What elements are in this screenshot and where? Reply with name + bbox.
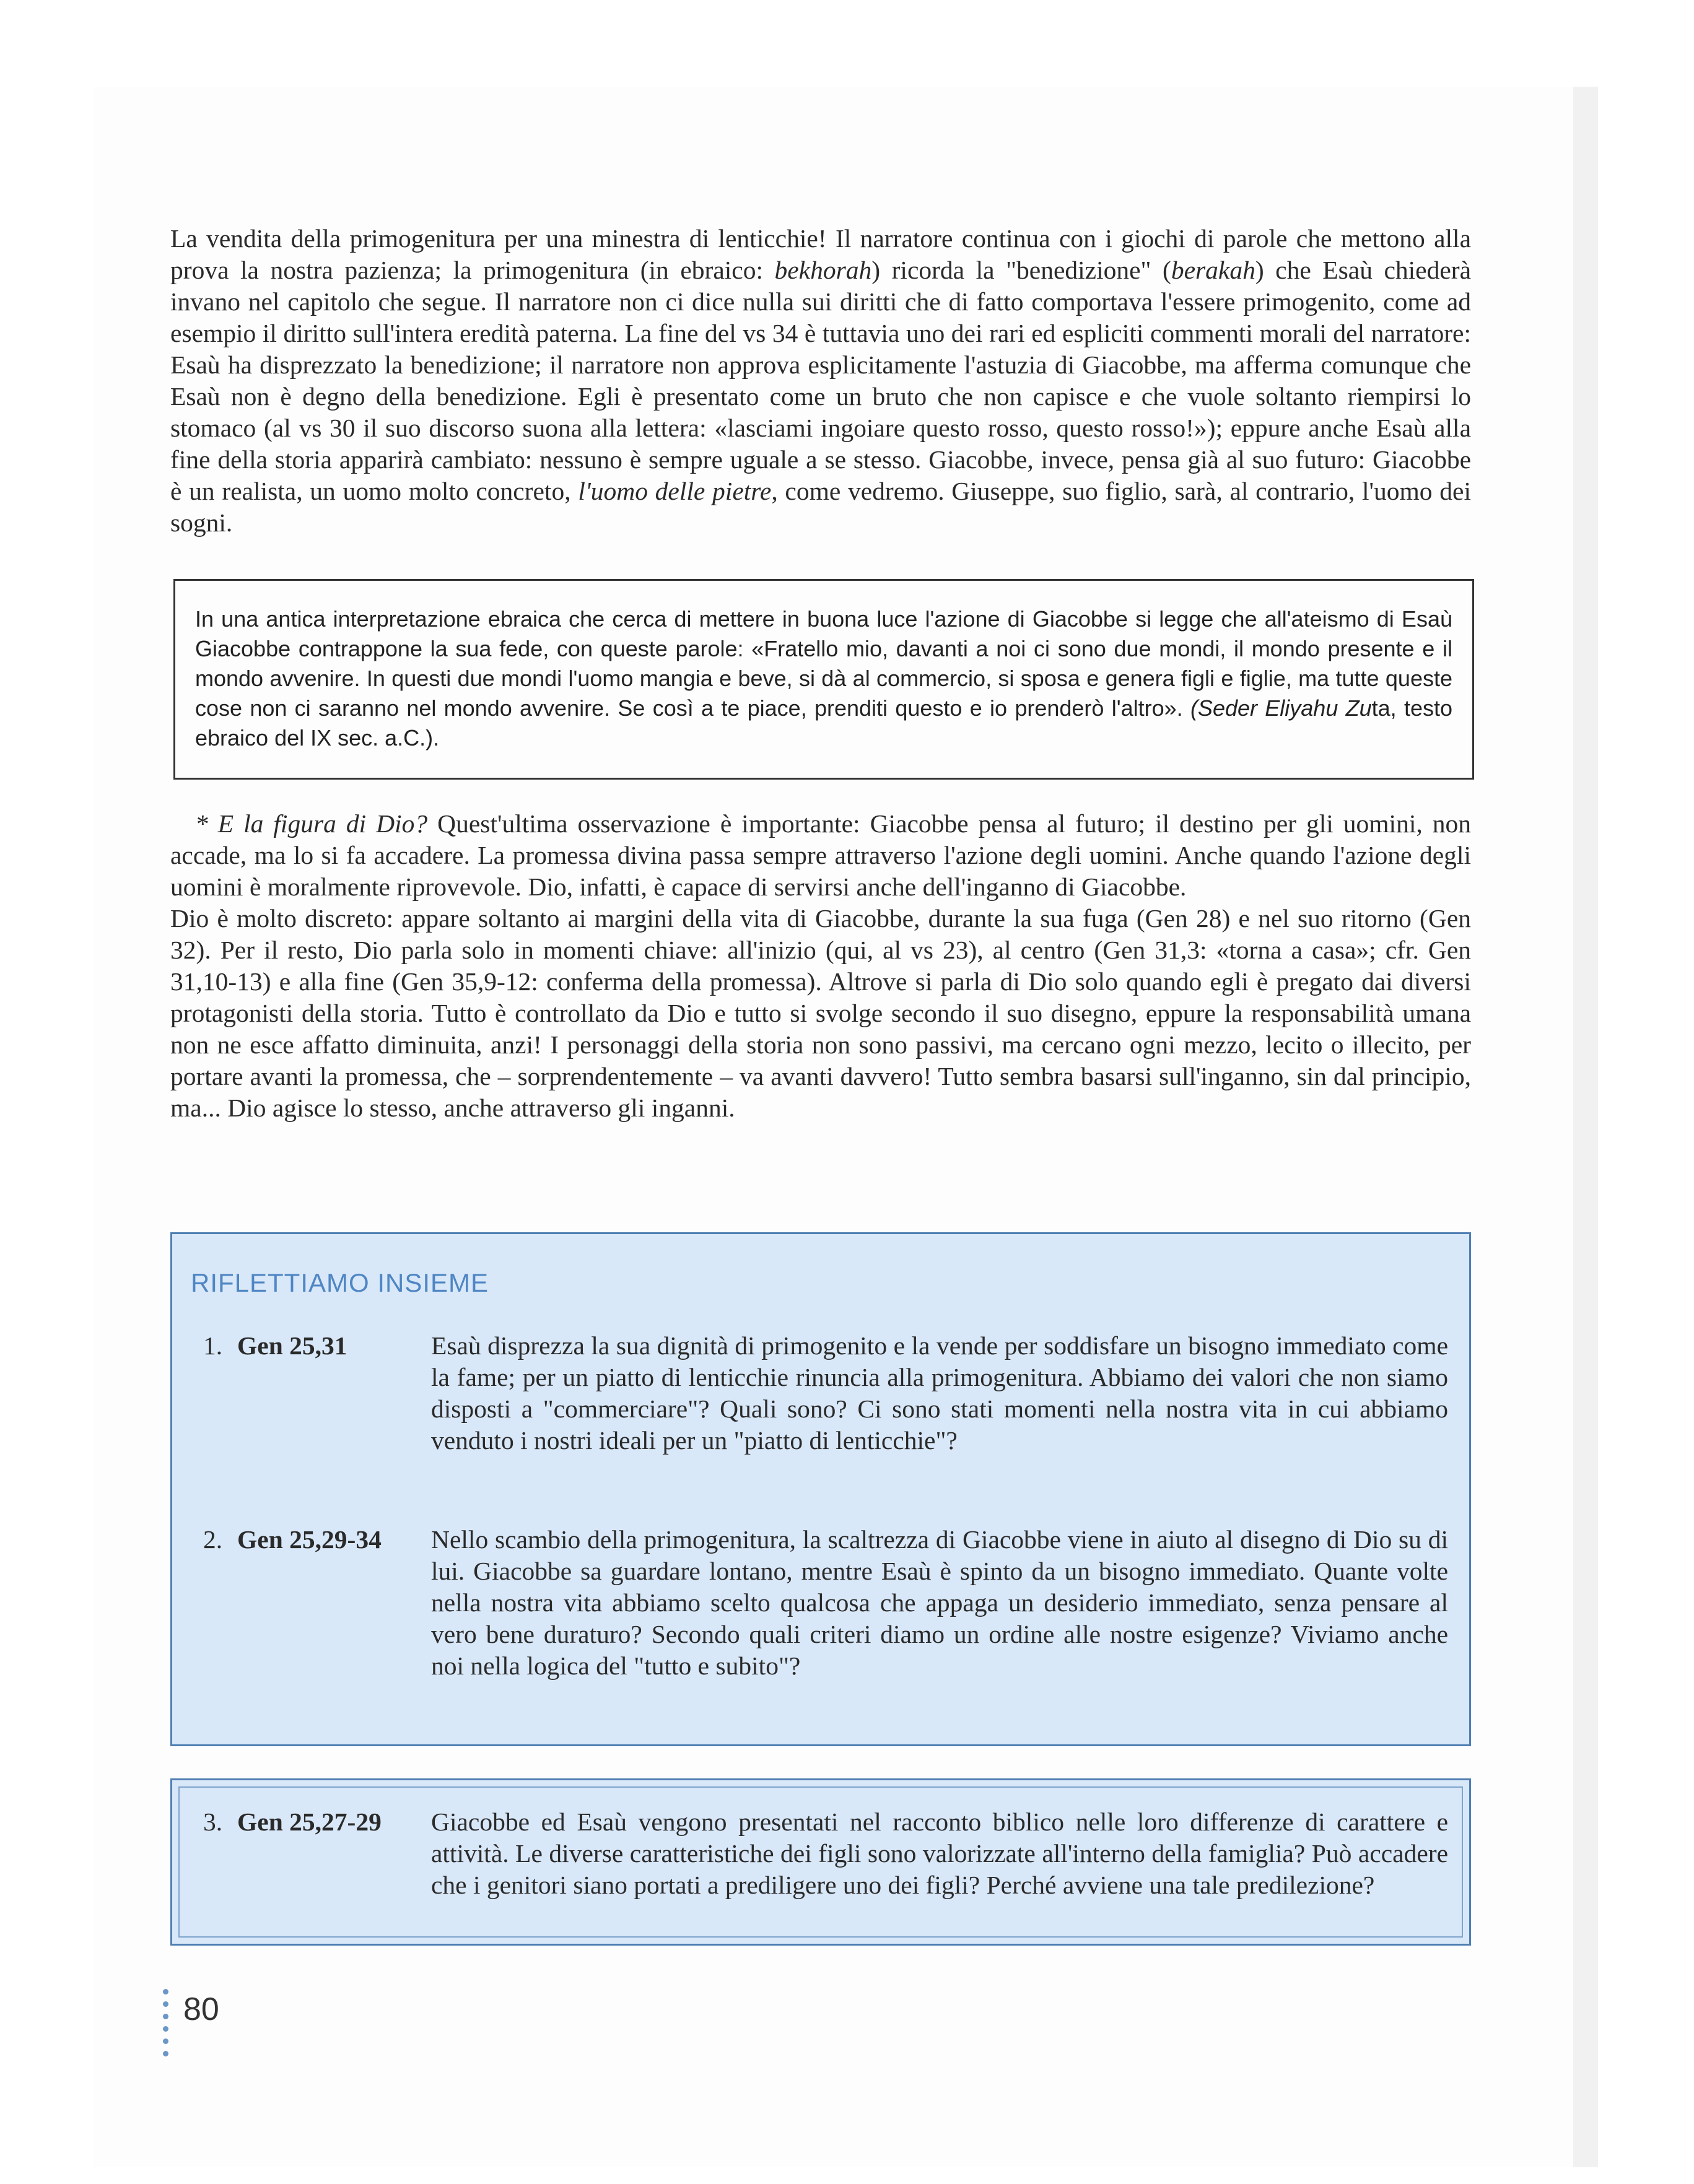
p1-part1: La vendita della primogenitura per una minestra di lenticchie! Il narratore continua con i giochi di parole che mettono alla prova la nostra pazienza; la primogenitura (in ebraico: (170, 224, 1471, 284)
reflect-item-3 (203, 1806, 1448, 1901)
reflect-box (170, 1232, 1471, 1746)
item-reference: Gen 25,27-29 (237, 1808, 382, 1836)
item-reference: Gen 25,31 (237, 1331, 347, 1360)
quote-source-end: ta, testo ebraico del IX sec. a.C.). (195, 695, 1453, 750)
item-text: Esaù disprezza la sua dignità di primogenito e la vende per soddisfare un bisogno immediato come la fame; per un piatto di lenticchie rinuncia alla primogenitura. Abbiamo dei valori che non siamo disposti a "commerciare"? Quali sono? Ci sono stati momenti nella nostra vita in cui abbiamo venduto i nostri ideali per un "piatto di lenticchie"? (431, 1331, 1448, 1455)
paragraph-1 (170, 223, 1471, 539)
item-number: 3. (203, 1808, 223, 1836)
p2-body: Quest'ultima osservazione è importante: Giacobbe pensa al futuro; il destino per gli uomini, non accade, ma lo si fa accadere. La promessa divina passa sempre attraverso l'azione degli uomini. Anche quando l'azione degli uomini è moralmente riprovevole. Dio, infatti, è capace di servirsi anche dell'inganno di Giacobbe. (170, 809, 1471, 901)
item-text: Nello scambio della primogenitura, la scaltrezza di Giacobbe viene in aiuto al disegno di Dio su di lui. Giacobbe sa guardare lontano, mentre Esaù è spinto da un bisogno immediato. Quante volte nella nostra vita abbiamo scelto qualcosa che appaga un desiderio immediato, senza pensare al vero bene duraturo? Secondo quali criteri diamo un ordine alle nostre esigenze? Viviamo anche noi nella logica del "tutto e subito"? (431, 1525, 1448, 1680)
quote-source: (Seder Eliyahu Zu (1190, 695, 1372, 721)
item-reference: Gen 25,29-34 (237, 1525, 382, 1554)
page-number-dots (163, 1989, 173, 2063)
page-number: 80 (183, 1991, 219, 2027)
p1-term-berakah: berakah (1171, 256, 1255, 284)
p1-part3: ) che Esaù chiederà invano nel capitolo che segue. Il narratore non ci dice nulla sui diritti che di fatto comportava l'essere primogenito, come ad esempio il diritto sull'intera eredità paterna. La fine del vs 34 è tuttavia uno dei rari ed espliciti commenti morali del narratore: Esaù ha disprezzato la benedizione; il narratore non approva esplicitamente l'astuzia di Giacobbe, ma afferma comunque che Esaù non è degno della benedizione. Egli è presentato come un bruto che non capisce e che vuole soltanto riempirsi lo stomaco (al vs 30 il suo discorso suona alla lettera: «lasciami ingoiare questo rosso, questo rosso!»); eppure anche Esaù alla fine della storia apparirà cambiato: nessuno è sempre uguale a se stesso. Giacobbe, invece, pensa già al suo futuro: Giacobbe è un realista, un uomo molto concreto, (170, 256, 1472, 505)
p1-term-pietre: l'uomo delle pietre (578, 477, 772, 505)
reflect-box-2 (170, 1778, 1471, 1946)
reflect-item-2 (203, 1524, 1448, 1682)
paragraph-3: Dio è molto discreto: appare soltanto ai margini della vita di Giacobbe, durante la sua fuga (Gen 28) e nel suo ritorno (Gen 32). Per il resto, Dio parla solo in momenti chiave: all'inizio (qui, al vs 23), al centro (Gen 31,3: «torna a casa»; cfr. Gen 31,10-13) e alla fine (Gen 35,9-12: conferma della promessa). Altrove si parla di Dio solo quando egli è pregato dai diversi protagonisti della storia. Tutto è controllato da Dio e tutto si svolge secondo il suo disegno, eppure la responsabilità umana non ne esce affatto diminuita, anzi! I personaggi della storia non sono passivi, ma cercano ogni mezzo, lecito o illecito, per portare avanti la promessa, che – sorprendentemente – va avanti davvero! Tutto sembra basarsi sull'inganno, sin dal principio, ma... Dio agisce lo stesso, anche attraverso gli inganni. (170, 904, 1471, 1122)
paragraph-2-block (170, 808, 1471, 1124)
quote-text: In una antica interpretazione ebraica che cerca di mettere in buona luce l'azione di Giacobbe si legge che all'ateismo di Esaù Giacobbe contrappone la sua fede, con queste parole: «Fratello mio, davanti a noi ci sono due mondi, il mondo presente e il mondo avvenire. In questi due mondi l'uomo mangia e beve, si dà al commercio, si sposa e genera figli e figlie, ma tutte queste cose non ci saranno nel mondo avvenire. Se così a te piace, prenditi questo e io prenderò l'altro». (195, 606, 1452, 721)
item-text: Giacobbe ed Esaù vengono presentati nel racconto biblico nelle loro differenze di carattere e attività. Le diverse caratteristiche dei figli sono valorizzate all'interno della famiglia? Può accadere che i genitori siano portati a prediligere uno dei figli? Perché avviene una tale predilezione? (431, 1808, 1448, 1899)
item-number: 2. (203, 1525, 223, 1554)
reflect-item-1 (203, 1330, 1448, 1456)
quote-box (173, 579, 1474, 780)
reflect-title: RIFLETTIAMO INSIEME (191, 1268, 489, 1297)
p1-part4: , come vedremo. Giuseppe, suo figlio, sarà, al contrario, l'uomo dei sogni. (170, 477, 1471, 537)
p1-term-bekhorah: bekhorah (774, 256, 872, 284)
p1-part2: ) ricorda la "benedizione" ( (871, 256, 1171, 284)
item-number: 1. (203, 1331, 223, 1360)
p2-lead: * E la figura di Dio? (195, 809, 428, 838)
